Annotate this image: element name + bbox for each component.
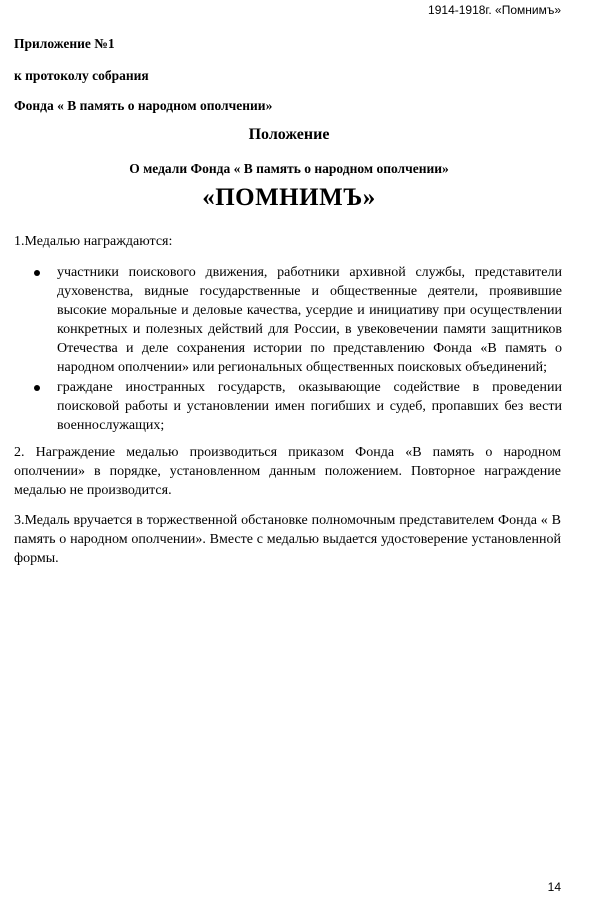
- list-item: [57, 263, 562, 377]
- running-header: 1914-1918г. «Помнимъ»: [428, 3, 561, 17]
- appendix-fund-line: Фонда « В память о народном ополчении»: [14, 98, 273, 113]
- bullet-icon: [34, 385, 40, 391]
- medal-name-heading: «ПОМНИМЪ»: [202, 184, 376, 211]
- list-item: [57, 378, 562, 435]
- document-title: Положение: [248, 126, 330, 143]
- page-number: 14: [547, 880, 561, 894]
- appendix-protocol-line: к протоколу собрания: [14, 68, 149, 83]
- awardee-list: [0, 263, 600, 435]
- section-1-intro: 1.Медалью награждаются:: [14, 234, 173, 249]
- document-subtitle: О медали Фонда « В память о народном ополчении»: [129, 161, 449, 176]
- section-2-paragraph: 2. Награждение медалью производиться приказом Фонда «В память о народном ополчении» в порядке, установленном данным положением. Повторное награждение медалью не производится.: [14, 445, 561, 498]
- bullet-icon: [34, 270, 40, 276]
- appendix-number: Приложение №1: [14, 36, 115, 51]
- list-item-text: участники поискового движения, работники архивной службы, представители духовенства, видные государственные и общественные деятели, проявившие высокие моральные и деловые качества, усердие и инициативу при осуществлении конкретных и полезных действий для России, в увековечении памяти защитников Отечества и деле сохранения истории по представлению Фонда «В память о народном ополчении» или региональных общественных поисковых объединений;: [57, 265, 562, 375]
- section-3-paragraph: 3.Медаль вручается в торжественной обстановке полномочным представителем Фонда « В память о народном ополчении». Вместе с медалью выдается удостоверение установленной формы.: [14, 513, 561, 566]
- list-item-text: граждане иностранных государств, оказывающие содействие в проведении поисковой работы и установлении имен погибших и судеб, пропавших без вести военнослужащих;: [57, 380, 562, 433]
